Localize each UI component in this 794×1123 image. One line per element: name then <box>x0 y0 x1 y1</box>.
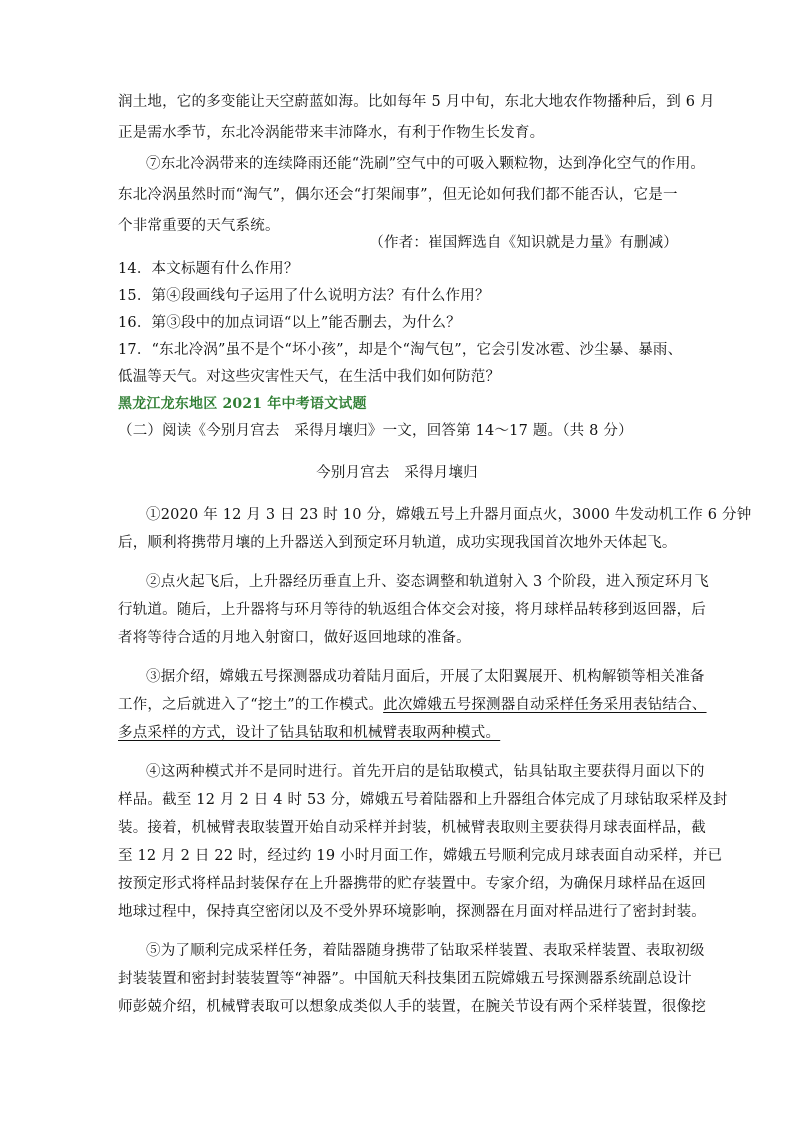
article-line: 师彭兢介绍，机械臂表取可以想象成类似人手的装置，在腕关节设有两个采样装置，很像挖 <box>118 999 706 1015</box>
article-line: 行轨道。随后，上升器将与环月等待的轨返组合体交会对接，将月球样品转移到返回器，后 <box>118 602 706 618</box>
underlined-sentence: 此次嫦娥五号探测器自动采样任务采用表钻结合、 <box>383 697 707 713</box>
article-title: 今别月宫去 采得月壤归 <box>316 465 478 481</box>
paragraph-line: 润土地，它的多变能让天空蔚蓝如海。比如每年 5 月中旬，东北大地农作物播种后，到 6 月 <box>118 94 715 110</box>
article-line: 者将等待合适的月地入射窗口，做好返回地球的准备。 <box>118 630 471 646</box>
attribution: （作者：崔国辉选自《知识就是力量》有删减） <box>369 235 678 251</box>
article-line <box>118 723 678 743</box>
paragraph-line: 正是需水季节，东北冷涡能带来丰沛降水，有利于作物生长发育。 <box>118 125 545 141</box>
article-line: 封装装置和密封封装装置等“神器”。中国航天科技集团五院嫦娥五号探测器系统副总设计 <box>118 971 692 987</box>
question-15: 15．第④段画线句子运用了什么说明方法？有什么作用？ <box>118 288 490 304</box>
question-14: 14．本文标题有什么作用？ <box>118 261 299 277</box>
article-line: 后，顺利将携带月壤的上升器送入到预定环月轨道，成功实现我国首次地外天体起飞。 <box>118 535 677 551</box>
article-line: 至 12 月 2 日 22 时，经过约 19 小时月面工作，嫦娥五号顺利完成月球表面自动采样，并已 <box>118 848 723 864</box>
article-line-mixed <box>118 695 707 715</box>
section-intro: （二）阅读《今别月宫去 采得月壤归》一文，回答第 14～17 题。（共 8 分） <box>118 423 633 439</box>
question-17-cont: 低温等天气。对这些灾害性天气，在生活中我们如何防范？ <box>118 369 501 385</box>
article-line: 地球过程中，保持真空密闭以及不受外界环境影响，探测器在月面对样品进行了密封封装。 <box>118 904 706 920</box>
question-16: 16．第③段中的加点词语“以上”能否删去，为什么？ <box>118 315 461 331</box>
paragraph-line: 个非常重要的天气系统。 <box>118 218 280 234</box>
underlined-sentence: 多点采样的方式，设计了钻具钻取和机械臂表取两种模式。 <box>118 725 501 741</box>
article-line: 按预定形式将样品封装保存在上升器携带的贮存装置中。专家介绍，为确保月球样品在返回 <box>118 876 706 892</box>
article-line: 装。接着，机械臂表取装置开始自动采样并封装，机械臂表取则主要获得月球表面样品，截 <box>118 820 706 836</box>
article-line: 样品。截至 12 月 2 日 4 时 53 分，嫦娥五号着陆器和上升器组合体完成了月球钻取采样及封 <box>118 792 728 808</box>
question-17: 17．“东北冷涡”虽不是个“坏小孩”，却是个“淘气包”，它会引发冰雹、沙尘暴、暴雨、 <box>118 342 683 358</box>
article-line: ③据介绍，嫦娥五号探测器成功着陆月面后，开展了太阳翼展开、机构解锁等相关准备 <box>146 669 705 685</box>
article-line: ⑤为了顺利完成采样任务，着陆器随身携带了钻取采样装置、表取采样装置、表取初级 <box>146 943 705 959</box>
section-source: 黑龙江龙东地区 2021 年中考语文试题 <box>118 396 367 412</box>
paragraph-line: ⑦东北冷涡带来的连续降雨还能“洗刷”空气中的可吸入颗粒物，达到净化空气的作用。 <box>146 156 706 172</box>
paragraph-line: 东北冷涡虽然时而“淘气”，偶尔还会“打架闹事”，但无论如何我们都不能否认，它是一 <box>118 187 678 203</box>
article-line: ④这两种模式并不是同时进行。首先开启的是钻取模式，钻具钻取主要获得月面以下的 <box>146 764 705 780</box>
plain-text: 工作，之后就进入了“挖土”的工作模式。 <box>118 697 384 713</box>
article-line: ②点火起飞后，上升器经历垂直上升、姿态调整和轨道射入 3 个阶段，进入预定环月飞 <box>146 574 709 590</box>
article-line: ①2020 年 12 月 3 日 23 时 10 分，嫦娥五号上升器月面点火，3000 牛发动机工作 6 分钟 <box>146 507 752 523</box>
